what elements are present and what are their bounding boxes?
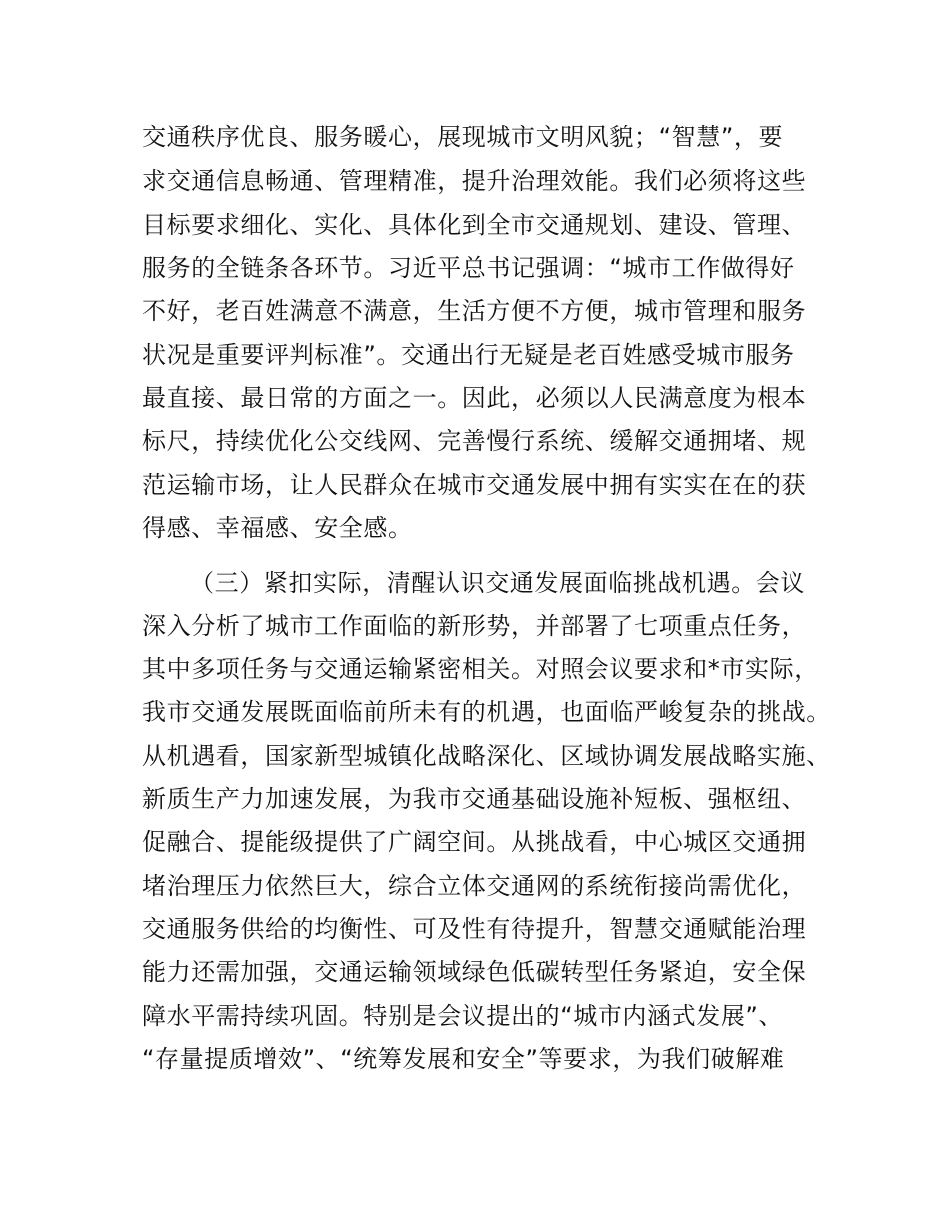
text-line: 目标要求细化、实化、具体化到全市交通规划、建设、管理、 (142, 211, 807, 239)
text-line: 得感、幸福感、安全感。 (142, 514, 413, 542)
text-line: “存量提质增效”、“统筹发展和安全”等要求，为我们破解难 (142, 1045, 785, 1073)
text-line: 服务的全链条各环节。习近平总书记强调：“城市工作做得好 (142, 254, 795, 282)
text-line: 交通服务供给的均衡性、可及性有待提升，智慧交通赋能治理 (142, 915, 807, 943)
text-line: 深入分析了城市工作面临的新形势，并部署了七项重点任务， (142, 612, 807, 640)
text-line: 标尺，持续优化公交线网、完善慢行系统、缓解交通拥堵、规 (142, 427, 807, 455)
text-line: 求交通信息畅通、管理精准，提升治理效能。我们必须将这些 (142, 167, 807, 195)
text-line: 范运输市场，让人民群众在城市交通发展中拥有实实在在的获 (142, 471, 807, 499)
text-line: 交通秩序优良、服务暖心，展现城市文明风貌；“智慧”，要 (142, 123, 784, 151)
text-line: 从机遇看，国家新型城镇化战略深化、区域协调发展战略实施、 (142, 742, 831, 770)
text-line: 能力还需加强，交通运输领域绿色低碳转型任务紧迫，安全保 (142, 958, 807, 986)
text-line: 其中多项任务与交通运输紧密相关。对照会议要求和*市实际， (142, 655, 819, 683)
text-line: 新质生产力加速发展，为我市交通基础设施补短板、强枢纽、 (142, 785, 807, 813)
text-line: 状况是重要评判标准”。交通出行无疑是老百姓感受城市服务 (142, 341, 795, 369)
text-line: 障水平需持续巩固。特别是会议提出的“城市内涵式发展”、 (142, 1002, 784, 1030)
text-line: 我市交通发展既面临前所未有的机遇，也面临严峻复杂的挑战。 (142, 698, 831, 726)
text-line: 堵治理压力依然巨大，综合立体交通网的系统衔接尚需优化， (142, 872, 807, 900)
text-line: 不好，老百姓满意不满意，生活方便不方便，城市管理和服务 (142, 297, 807, 325)
text-line: 促融合、提能级提供了广阔空间。从挑战看，中心城区交通拥 (142, 828, 807, 856)
text-line: 最直接、最日常的方面之一。因此，必须以人民满意度为根本 (142, 384, 807, 412)
paragraph-heading-line: （三）紧扣实际，清醒认识交通发展面临挑战机遇。会议 (190, 569, 805, 597)
